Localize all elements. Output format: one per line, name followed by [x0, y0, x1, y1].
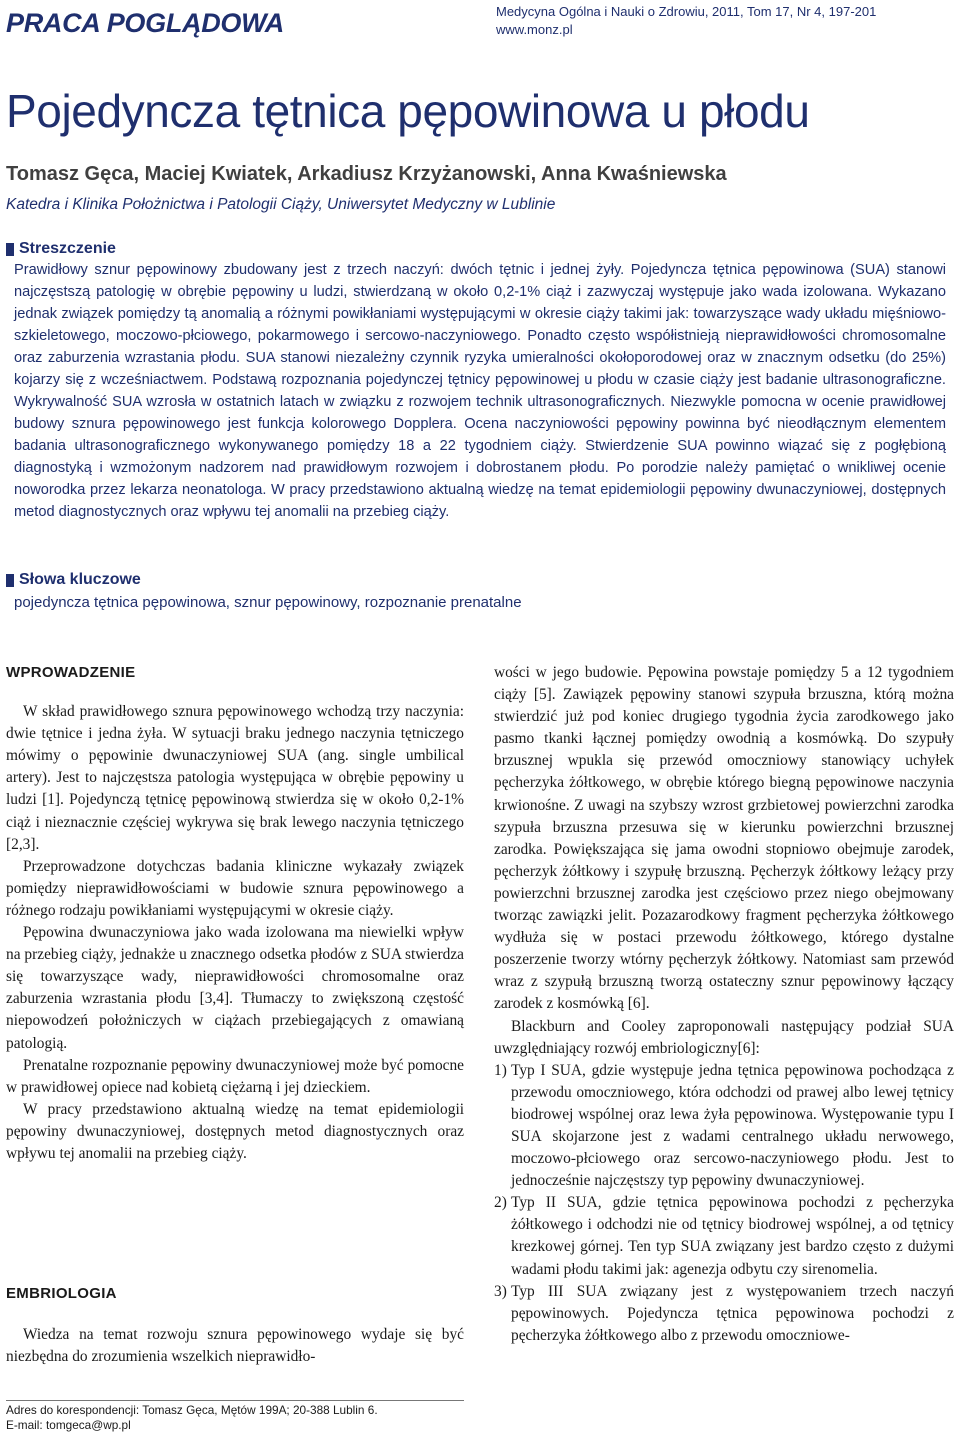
- footnote-divider: [6, 1400, 464, 1401]
- list-item: [494, 1281, 954, 1347]
- embryo-heading: EMBRIOLOGIA: [6, 1285, 117, 1302]
- list-item-text: Typ I SUA, gdzie występuje jedna tętnica pępowinowa pochodząca z przewodu omoczniowego, która odchodzi od prawej albo lewej tętnicy biodrowej wspólnej oraz lewa żyła pępowinowa. Występowanie typu I SUA skojarzone jest z wadami centralnego układu nerwowego, moczowo-płciowego oraz sercowo-naczyniowego płodu. Jest to jednocześnie najczęstszy typ pępowiny dwunaczyniowej.: [511, 1061, 954, 1190]
- intro-paragraph: W skład prawidłowego sznura pępowinowego wchodzą trzy naczynia: dwie tętnice i jedna żyła. W sytuacji braku jednego naczynia tętniczego mówimy o pępowinie dwunaczyniowej SUA (ang. single umbilical artery). Jest to najczęstsza patologia występująca w obrębie pępowiny u ludzi [1]. Pojedynczą tętnicę pępowinową stwierdza się w około 0,2-1% ciąż i nieznacznie częściej wykrywa się brak lewego naczynia tętniczego [2,3].: [6, 703, 464, 853]
- intro-section: [6, 662, 464, 1165]
- list-item-number: 3): [494, 1282, 507, 1300]
- intro-paragraph: W pracy przedstawiono aktualną wiedzę na temat epidemiologii pępowiny dwunaczyniowej, dostępnych metod diagnostycznych oraz wpływu tej anomalii na przebieg ciąży.: [6, 1100, 464, 1162]
- keywords-text: pojedyncza tętnica pępowinowa, sznur pępowinowy, rozpoznanie prenatalne: [14, 594, 522, 611]
- section-type-label: PRACA POGLĄDOWA: [6, 8, 284, 38]
- intro-heading: WPROWADZENIE: [6, 664, 136, 681]
- embryo-paragraph-continued: wości w jego budowie. Pępowina powstaje pomiędzy 5 a 12 tygodniem ciąży [5]. Zawiązek pępowiny stanowi szypuła brzuszna, którą można stwierdzić już pod koniec drugiego tygodnia życia zarodkowego jako pasmo tkanki łącznej pomiędzy owodnią a kosmówką. Do szypuły brzusznej wpukla się przewód omoczniowy stanowiący uchyłek pęcherzyka żółtkowego, w obrębie którego biegną pępowinowe naczynia krwionośne. Z uwagi na szybszy wzrost grzbietowej powierzchni zarodka szypuła brzuszna przesuwa się w kierunku powierzchni brzusznej zarodka. Powiększająca się jama owodni stopniowo obejmuje zarodek, pęcherzyk żółtkowy i szypułę brzuszną. Pęcherzyk żółtkowy leżący przy powierzchni brzusznej zarodka jest częściowo przez niego obejmowany tworząc zawiązki jelit. Pozazarodkowy fragment pęcherzyka żółtkowego wydłuża się w postaci przewodu żółtkowego, którego dystalne poszerzenie tworzy wtórny pęcherzyk żółtkowy. Natomiast sam przewód wraz z szypułą brzuszną tworzą ostateczny sznur pępowinowy łączący zarodek z kosmówką [6].: [494, 664, 954, 1013]
- article-title: Pojedyncza tętnica pępowinowa u płodu: [6, 85, 810, 137]
- footnote-address: Adres do korespondencji: Tomasz Gęca, Mętów 199A; 20-388 Lublin 6.: [6, 1403, 378, 1417]
- intro-paragraph: Pępowina dwunaczyniowa jako wada izolowana ma niewielki wpływ na przebieg ciąży, jednakże u znacznego odsetka płodów z SUA stwierdza się towarzyszące wady, nieprawidłowości chromosomalne oraz zaburzenia wzrastania płodu [3,4]. Tłumaczy to zwiększoną częstość niepowodzeń położniczych w ciążach przebiegających z omawianą patologią.: [6, 924, 464, 1052]
- journal-website[interactable]: www.monz.pl: [496, 22, 573, 37]
- article-affiliation: Katedra i Klinika Położnictwa i Patologii Ciąży, Uniwersytet Medyczny w Lublinie: [6, 196, 556, 213]
- embryo-continued: [494, 662, 954, 1347]
- classification-intro: Blackburn and Cooley zaproponowali następujący podział SUA uwzględniający rozwój embriologiczny[6]:: [494, 1017, 954, 1057]
- intro-paragraph: Przeprowadzone dotychczas badania kliniczne wykazały związek pomiędzy nieprawidłowościami w budowie sznura pępowinowego a różnego rodzaju powikłaniami występującymi w okresie ciąży.: [6, 857, 464, 919]
- abstract-heading: [6, 240, 116, 258]
- embryo-paragraph: Wiedza na temat rozwoju sznura pępowinowego wydaje się być niezbędna do zrozumienia wszelkich nieprawidło-: [6, 1326, 464, 1366]
- list-item-number: 2): [494, 1194, 507, 1212]
- embryo-section: [6, 1283, 464, 1368]
- list-item-text: Typ II SUA, gdzie tętnica pępowinowa pochodzi z pęcherzyka żółtkowego i odchodzi nie od tętnicy biodrowej wspólnej, a od tętnicy krezkowej górnej. Ten typ SUA związany jest bardzo często z dużymi wadami płodu takimi jak: agenezja odbytu czy sirenomelia.: [511, 1194, 954, 1278]
- footnote-email[interactable]: E-mail: tomgeca@wp.pl: [6, 1417, 131, 1432]
- intro-paragraph: Prenatalne rozpoznanie pępowiny dwunaczyniowej może być pomocne w prawidłowej opiece nad kobietą ciężarną i jej dzieckiem.: [6, 1056, 464, 1096]
- list-item: [494, 1192, 954, 1280]
- journal-citation: Medycyna Ogólna i Nauki o Zdrowiu, 2011, Tom 17, Nr 4, 197-201: [496, 4, 877, 19]
- article-authors: Tomasz Gęca, Maciej Kwiatek, Arkadiusz Krzyżanowski, Anna Kwaśniewska: [6, 163, 727, 185]
- journal-info: [496, 3, 876, 39]
- square-bullet-icon: [6, 574, 14, 587]
- square-bullet-icon: [6, 243, 14, 256]
- list-item: [494, 1060, 954, 1193]
- list-item-number: 1): [494, 1061, 507, 1079]
- abstract-heading-label: Streszczenie: [19, 240, 116, 257]
- footnote: [6, 1403, 378, 1432]
- list-item-text: Typ III SUA związany jest z występowaniem trzech naczyń pępowinowych. Pojedyncza tętnica pępowinowa pochodzi z pęcherzyka żółtkowego albo z przewodu omoczniowe-: [511, 1282, 954, 1344]
- keywords-heading-label: Słowa kluczowe: [19, 571, 141, 588]
- abstract-text: Prawidłowy sznur pępowinowy zbudowany jest z trzech naczyń: dwóch tętnic i jednej żyły. Pojedyncza tętnica pępowinowa (SUA) stanowi najczęstszą patologię w obrębie pępowiny u ludzi, stwierdzaną w około 0,2-1% ciąż i zazwyczaj występuje jako wada izolowana. Wykazano jednak związek pomiędzy tą anomalią a różnymi powikłaniami występującymi w okresie ciąży takimi jak: towarzyszące wady układu mięśniowo-szkieletowego, moczowo-płciowego, pokarmowego i sercowo-naczyniowego. Ponadto często współistnieją nieprawidłowości chromosomalne oraz zaburzenia wzrastania płodu. SUA stanowi niezależny czynnik ryzyka umieralności okołoporodowej oraz w znacznym odsetku (do 25%) kojarzy się z wcześniactwem. Podstawą rozpoznania pojedynczej tętnicy pępowinowej u płodu w czasie ciąży jest badanie ultrasonograficzne. Wykrywalność SUA wzrosła w ostatnich latach w związku z rozwojem technik ultrasonograficznych. Niezwykle pomocna w ocenie prawidłowej budowy sznura pępowinowego jest funkcja kolorowego Dopplera. Ocena naczyniowości pępowiny powinna być nieodłącznym elementem badania ultrasonograficznego wykonywanego pomiędzy 18 a 22 tygodniem ciąży. Stwierdzenie SUA powinno wiązać się z pogłębioną diagnostyką i wzmożonym nadzorem nad prawidłowym rozwojem i dobrostanem płodu. Po porodzie należy pamiętać o wnikliwej ocenie noworodka przez lekarza neonatologa. W pracy przedstawiono aktualną wiedzę na temat epidemiologii pępowiny dwunaczyniowej, dostępnych metod diagnostycznych oraz wpływu tej anomalii na przebieg ciąży.: [14, 262, 946, 520]
- keywords-heading: [6, 571, 141, 589]
